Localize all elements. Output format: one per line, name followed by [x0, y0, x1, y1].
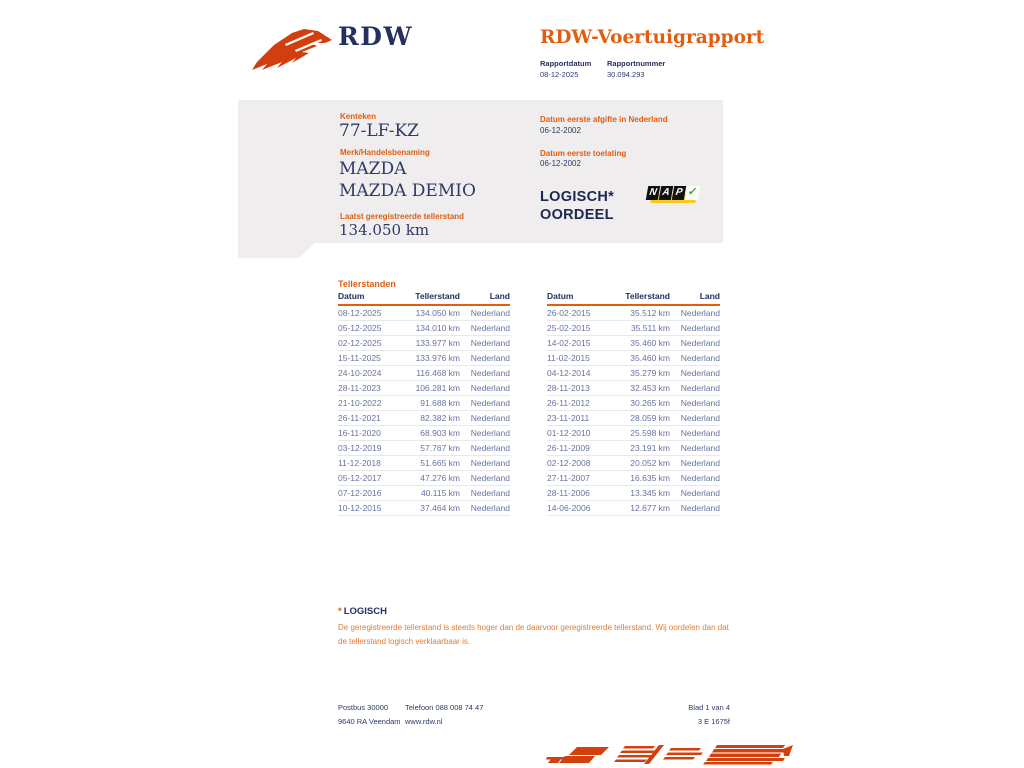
report-date-label: Rapportdatum [540, 59, 592, 68]
table-cell: 16.635 km [609, 471, 670, 486]
table-row [547, 321, 720, 336]
table-cell: Nederland [460, 471, 510, 486]
table-row [338, 426, 510, 441]
table-cell: Nederland [460, 501, 510, 516]
rdw-falcon-logo-icon [252, 24, 334, 70]
table-cell: Nederland [670, 321, 720, 336]
report-number-value: 30.094.293 [607, 70, 645, 79]
table-cell: 10-12-2015 [338, 501, 400, 516]
table-row [338, 336, 510, 351]
table-cell: 35.279 km [609, 366, 670, 381]
table-cell: 133.977 km [400, 336, 460, 351]
table-cell: Nederland [460, 305, 510, 321]
table-cell: Nederland [460, 351, 510, 366]
table-cell: 116.468 km [400, 366, 460, 381]
footnote-heading [338, 606, 387, 617]
table-cell: 05-12-2025 [338, 321, 400, 336]
kenteken-label: Kenteken [340, 112, 377, 121]
table-cell: Nederland [670, 366, 720, 381]
afgifte-label: Datum eerste afgifte in Nederland [540, 115, 668, 124]
table-row [547, 441, 720, 456]
table-cell: 02-12-2008 [547, 456, 609, 471]
col-header-tellerstand: Tellerstand [400, 290, 460, 305]
table-header-row [338, 290, 510, 305]
table-row [338, 351, 510, 366]
footer-address-line1: Postbus 30000 [338, 703, 389, 712]
table-row [338, 321, 510, 336]
table-row [338, 486, 510, 501]
table-cell: 03-12-2019 [338, 441, 400, 456]
table-cell: Nederland [670, 396, 720, 411]
nap-letter-a: A [659, 186, 673, 200]
table-cell: 14-06-2006 [547, 501, 609, 516]
nap-check-icon: ✓ [685, 186, 700, 200]
table-cell: Nederland [460, 366, 510, 381]
report-title: RDW-Voertuigrapport [540, 27, 765, 48]
footnote-text: De geregistreerde tellerstand is steeds hoger dan de daarvoor geregistreerde tellerstand. Wij oordelen dan dat de tellerstand logisch verklaarbaar is. [338, 623, 729, 646]
footer-address-line2: 9640 RA Veendam [338, 717, 401, 726]
table-cell: Nederland [670, 336, 720, 351]
table-cell: Nederland [670, 456, 720, 471]
report-date-value: 08-12-2025 [540, 70, 579, 79]
table-cell: 05-12-2017 [338, 471, 400, 486]
table-row [547, 486, 720, 501]
col-header-land: Land [460, 290, 510, 305]
tellerstand-value: 134.050 km [339, 221, 430, 239]
tellerstanden-heading: Tellerstanden [338, 279, 396, 289]
table-row [338, 381, 510, 396]
table-cell: 57.767 km [400, 441, 460, 456]
table-cell: 133.976 km [400, 351, 460, 366]
table-cell: 32.453 km [609, 381, 670, 396]
table-cell: 21-10-2022 [338, 396, 400, 411]
table-row [547, 426, 720, 441]
oordeel-verdict [540, 188, 614, 224]
table-cell: Nederland [460, 381, 510, 396]
table-row [338, 366, 510, 381]
merk-label: Merk/Handelsbenaming [340, 148, 430, 157]
table-cell: Nederland [670, 501, 720, 516]
table-cell: Nederland [460, 321, 510, 336]
col-header-datum: Datum [547, 290, 609, 305]
table-row [547, 456, 720, 471]
table-cell: 28-11-2006 [547, 486, 609, 501]
footer-page-indicator: Blad 1 van 4 [688, 703, 730, 712]
table-cell: Nederland [460, 441, 510, 456]
footer-form-code: 3 E 1675f [697, 717, 730, 726]
table-row [338, 501, 510, 516]
table-cell: 13.345 km [609, 486, 670, 501]
table-cell: 47.276 km [400, 471, 460, 486]
table-cell: Nederland [460, 336, 510, 351]
table-cell: 134.010 km [400, 321, 460, 336]
nap-letter-n: N [646, 186, 660, 200]
table-cell: Nederland [460, 396, 510, 411]
footnote-asterisk: * [338, 606, 342, 617]
table-cell: 11-02-2015 [547, 351, 609, 366]
nap-logo [647, 186, 699, 206]
table-cell: 26-02-2015 [547, 305, 609, 321]
kenteken-value: 77-LF-KZ [339, 121, 419, 141]
table-row [547, 501, 720, 516]
table-cell: 40.115 km [400, 486, 460, 501]
toelating-value: 06-12-2002 [540, 159, 581, 168]
nap-letter-p: P [672, 186, 686, 200]
footer-phone: Telefoon 088 008 74 47 [405, 703, 484, 712]
table-cell: Nederland [670, 441, 720, 456]
table-cell: 106.281 km [400, 381, 460, 396]
table-row [547, 366, 720, 381]
table-cell: 20.052 km [609, 456, 670, 471]
table-cell: Nederland [460, 456, 510, 471]
table-cell: 08-12-2025 [338, 305, 400, 321]
col-header-tellerstand: Tellerstand [609, 290, 670, 305]
table-cell: 15-11-2025 [338, 351, 400, 366]
table-cell: 51.665 km [400, 456, 460, 471]
table-cell: 26-11-2009 [547, 441, 609, 456]
table-cell: 02-12-2025 [338, 336, 400, 351]
oordeel-line1: LOGISCH* [540, 189, 615, 205]
table-row [338, 411, 510, 426]
table-cell: Nederland [670, 351, 720, 366]
table-row [547, 336, 720, 351]
tellerstand-label: Laatst geregistreerde tellerstand [340, 212, 465, 221]
footnote-heading-text: LOGISCH [343, 606, 387, 617]
table-cell: Nederland [670, 486, 720, 501]
table-cell: 35.511 km [609, 321, 670, 336]
table-cell: 28-11-2013 [547, 381, 609, 396]
table-row [547, 351, 720, 366]
table-cell: 37.464 km [400, 501, 460, 516]
table-cell: Nederland [460, 426, 510, 441]
table-cell: 23.191 km [609, 441, 670, 456]
table-cell: 24-10-2024 [338, 366, 400, 381]
table-row [338, 396, 510, 411]
table-cell: 16-11-2020 [338, 426, 400, 441]
table-cell: 26-11-2021 [338, 411, 400, 426]
table-cell: 23-11-2011 [547, 411, 609, 426]
table-cell: 27-11-2007 [547, 471, 609, 486]
table-cell: Nederland [670, 411, 720, 426]
table-cell: 14-02-2015 [547, 336, 609, 351]
table-cell: 134.050 km [400, 305, 460, 321]
report-number-label: Rapportnummer [607, 59, 666, 68]
table-row [338, 441, 510, 456]
merk-value: MAZDA MAZDA DEMIO [339, 159, 476, 201]
table-cell: Nederland [670, 305, 720, 321]
table-row [547, 305, 720, 321]
table-row [338, 305, 510, 321]
table-cell: 04-12-2014 [547, 366, 609, 381]
oordeel-line2: OORDEEL [540, 207, 614, 223]
table-cell: 28.059 km [609, 411, 670, 426]
table-cell: 01-12-2010 [547, 426, 609, 441]
table-cell: 68.903 km [400, 426, 460, 441]
table-row [547, 396, 720, 411]
table-cell: 12.677 km [609, 501, 670, 516]
table-row [547, 471, 720, 486]
rdw-wordmark: RDW [338, 22, 414, 51]
table-cell: 25.598 km [609, 426, 670, 441]
table-cell: 82.382 km [400, 411, 460, 426]
table-cell: 26-11-2012 [547, 396, 609, 411]
table-row [338, 456, 510, 471]
table-cell: 91.688 km [400, 396, 460, 411]
table-cell: 35.460 km [609, 351, 670, 366]
col-header-land: Land [670, 290, 720, 305]
footer-website: www.rdw.nl [405, 717, 443, 726]
afgifte-value: 06-12-2002 [540, 126, 581, 135]
decoration-stripes-icon [543, 743, 795, 768]
odometer-table-right [547, 290, 720, 516]
table-cell: 28-11-2023 [338, 381, 400, 396]
table-cell: 35.512 km [609, 305, 670, 321]
table-row [338, 471, 510, 486]
table-cell: 11-12-2018 [338, 456, 400, 471]
col-header-datum: Datum [338, 290, 400, 305]
table-row [547, 411, 720, 426]
table-cell: Nederland [670, 426, 720, 441]
table-row [547, 381, 720, 396]
table-cell: Nederland [460, 411, 510, 426]
table-cell: 25-02-2015 [547, 321, 609, 336]
table-cell: Nederland [460, 486, 510, 501]
table-cell: Nederland [670, 471, 720, 486]
toelating-label: Datum eerste toelating [540, 149, 627, 158]
odometer-table-left [338, 290, 510, 516]
table-cell: 30.265 km [609, 396, 670, 411]
table-header-row [547, 290, 720, 305]
table-cell: 07-12-2016 [338, 486, 400, 501]
table-cell: 35.460 km [609, 336, 670, 351]
table-cell: Nederland [670, 381, 720, 396]
